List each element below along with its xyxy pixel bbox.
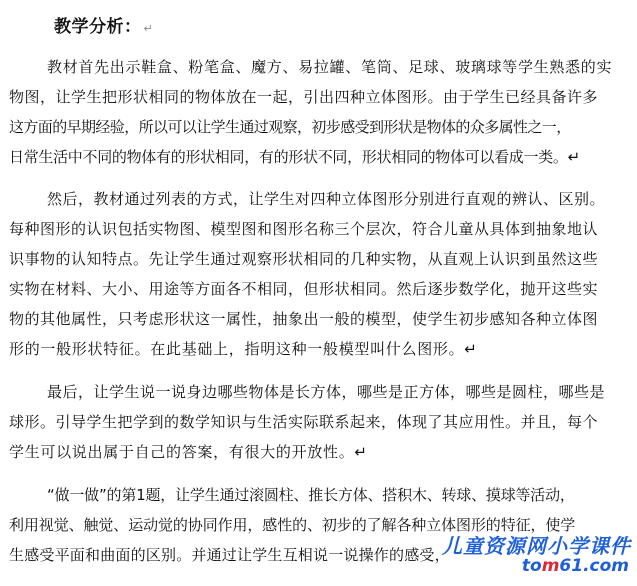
heading-text: 教学分析： [54, 17, 142, 37]
text-line: 日常生活中不同的物体有的形状相同，有的形状不同，形状相同的物体可以看成一类。↵ [9, 148, 580, 166]
watermark-url [522, 556, 629, 576]
text-line: 利用视觉、触觉、运动觉的协同作用，感性的、初步的了解各种立体图形的特征，使学 [9, 516, 576, 534]
paragraph-mark-icon: ↵ [143, 22, 154, 35]
text-line: 物的其他属性，只考虑形状这一属性，抽象出一般的模型，使学生初步感知各种立体图 [9, 310, 599, 328]
text-line: 形的一般形状特征。在此基础上，指明这种一般模型叫什么图形。↵ [9, 340, 478, 358]
text-line: 识事物的认知特点。先让学生通过观察形状相同的几种实物，从直观上认识到虽然这些 [9, 250, 599, 268]
text-line: 每种图形的认识包括实物图、模型图和图形名称三个层次，符合儿童从具体到抽象地认 [9, 220, 599, 238]
text-line: 然后，教材通过列表的方式，让学生对四种立体图形分别进行直观的辨认、区别。 [47, 190, 606, 208]
text-line: 这方面的早期经验，所以可以让学生通过观察，初步感受到形状是物体的众多属性之一， [9, 118, 571, 136]
watermark-url-part: 61.com [559, 556, 629, 576]
text-line: 实物在材料、大小、用途等方面各不相同，但形状相同。然后逐步数学化，抛开这些实 [9, 280, 599, 298]
text-line: 物图，让学生把形状相同的物体放在一起，引出四种立体图形。由于学生已经具备许多 [9, 88, 599, 106]
text-line: 生感受平面和曲面的区别。并通过让学生互相说一说操作的感受， [9, 546, 450, 564]
section-heading [54, 12, 153, 37]
watermark-title: 儿童资源网小学课件 [442, 534, 631, 558]
text-line: “做一做”的第1题，让学生通过滚圆柱、推长方体、搭积木、转球、摸球等活动， [47, 486, 575, 504]
text-line: 球形。引导学生把学到的数学知识与生活实际联系起来，体现了其应用性。并且，每个 [9, 413, 599, 431]
watermark-url-highlight: m [541, 556, 560, 576]
watermark-url-part: to [521, 556, 542, 576]
text-line: 最后，让学生说一说身边哪些物体是长方体，哪些是正方体，哪些是圆柱，哪些是 [47, 383, 606, 401]
text-line: 学生可以说出属于自己的答案，有很大的开放性。↵ [9, 443, 368, 461]
text-line: 教材首先出示鞋盒、粉笔盒、魔方、易拉罐、笔筒、足球、玻璃球等学生熟悉的实 [47, 58, 613, 76]
